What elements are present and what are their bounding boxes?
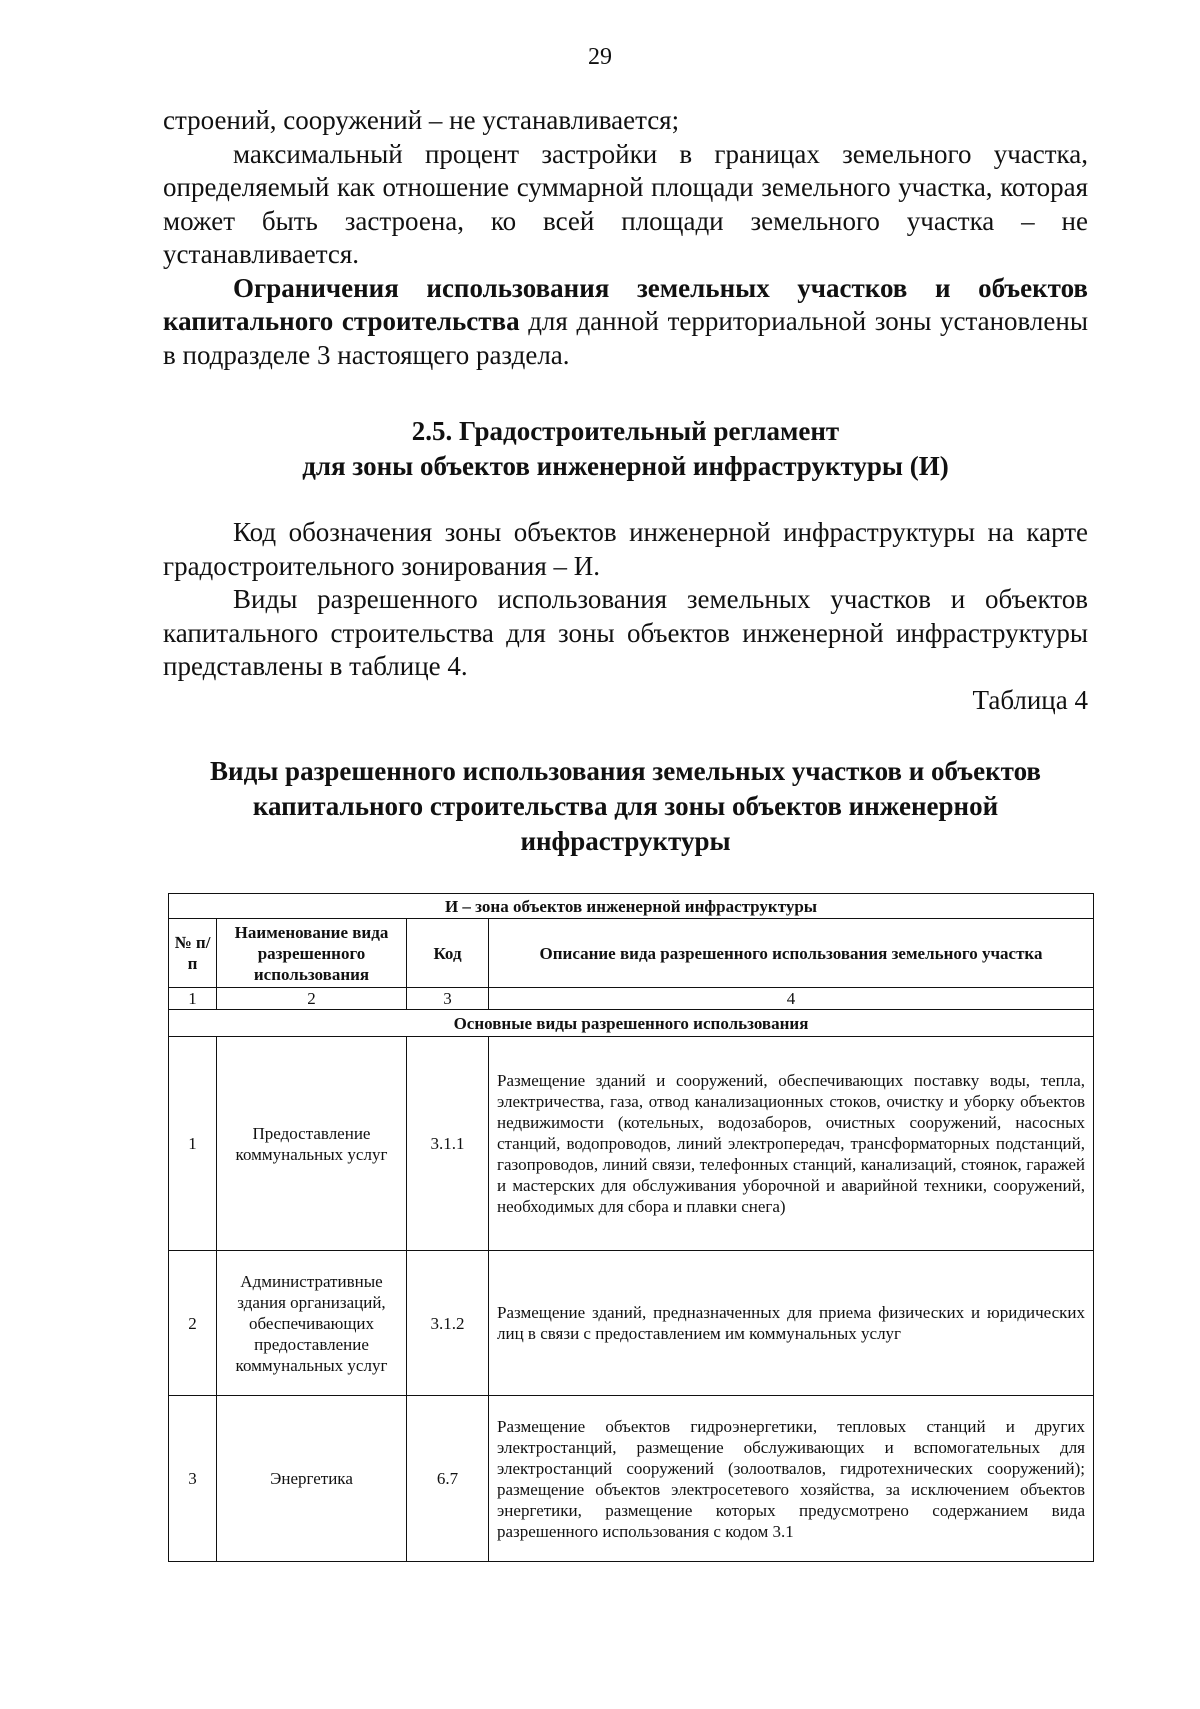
body-paragraph-1: строений, сооружений – не устанавливается; <box>163 105 680 135</box>
row-desc: Размещение зданий и сооружений, обеспечивающих поставку воды, тепла, электричества, газа, отвод канализационных стоков, очистку и уборку объектов недвижимости (котельных, водозаборов, очистных сооружений, насосных станций, водопроводов, линий электропередач, трансформаторных подстанций, газопроводов, линий связи, телефонных станций, канализаций, стоянок, гаражей и мастерских для обслуживания уборочной и аварийной техники, сооружений, необходимых для сбора и плавки снега) <box>489 1037 1094 1251</box>
land-use-table <box>168 893 1094 1562</box>
row-num: 3 <box>169 1396 217 1562</box>
column-header-row <box>169 919 1094 988</box>
row-desc: Размещение объектов гидроэнергетики, тепловых станций и других электростанций, размещение обслуживающих и вспомогательных для электростанций сооружений (золоотвалов, гидротехнических сооружений); размещение объектов электросетевого хозяйства, за исключением объектов энергетики, размещение которых предусмотрено содержанием вида разрешенного использования с кодом 3.1 <box>489 1396 1094 1562</box>
column-header-name: Наименование вида разрешенного использования <box>217 919 407 988</box>
column-index: 1 <box>169 988 217 1010</box>
row-code: 6.7 <box>407 1396 489 1562</box>
column-index: 3 <box>407 988 489 1010</box>
table-row <box>169 1037 1094 1251</box>
column-header-num: № п/п <box>169 919 217 988</box>
row-desc: Размещение зданий, предназначенных для приема физических и юридических лиц в связи с предоставлением им коммунальных услуг <box>489 1251 1094 1396</box>
row-code: 3.1.1 <box>407 1037 489 1251</box>
body-paragraph-3 <box>163 272 1088 373</box>
restrictions-rest-text: для данной территориальной зоны установлены в подразделе 3 настоящего раздела. <box>163 306 1088 370</box>
section-heading-line-1: 2.5. Градостроительный регламент <box>411 416 840 446</box>
page-number: 29 <box>588 44 612 70</box>
column-index: 4 <box>489 988 1094 1010</box>
row-num: 2 <box>169 1251 217 1396</box>
basic-uses-header-row <box>169 1010 1094 1037</box>
zone-header-row <box>169 894 1094 919</box>
column-header-desc: Описание вида разрешенного использования земельного участка <box>489 919 1094 988</box>
column-index: 2 <box>217 988 407 1010</box>
row-name: Энергетика <box>217 1396 407 1562</box>
row-name: Административные здания организаций, обеспечивающих предоставление коммунальных услуг <box>217 1251 407 1396</box>
column-index-row <box>169 988 1094 1010</box>
basic-uses-header: Основные виды разрешенного использования <box>169 1010 1094 1037</box>
restrictions-bold-text: Ограничения использования земельных участков и объектов капитального строительства <box>163 272 1088 336</box>
column-header-code: Код <box>407 919 489 988</box>
intro-paragraph-2: Виды разрешенного использования земельных участков и объектов капитального строительства для зоны объектов инженерной инфраструктуры представлены в таблице 4. <box>163 584 1088 681</box>
zone-header: И – зона объектов инженерной инфраструктуры <box>169 894 1094 919</box>
body-text <box>163 104 1088 372</box>
table-label: Таблица 4 <box>972 685 1088 715</box>
row-name: Предоставление коммунальных услуг <box>217 1037 407 1251</box>
row-code: 3.1.2 <box>407 1251 489 1396</box>
intro-text <box>163 516 1088 684</box>
intro-paragraph-1: Код обозначения зоны объектов инженерной инфраструктуры на карте градостроительного зонирования – И. <box>163 517 1088 581</box>
section-heading <box>163 414 1088 484</box>
table-row <box>169 1251 1094 1396</box>
row-num: 1 <box>169 1037 217 1251</box>
section-heading-line-2: для зоны объектов инженерной инфраструктуры (И) <box>302 451 949 481</box>
table-row <box>169 1396 1094 1562</box>
table-title: Виды разрешенного использования земельных участков и объектов капитального строительства для зоны объектов инженерной инфраструктуры <box>210 756 1041 856</box>
body-paragraph-2: максимальный процент застройки в границах земельного участка, определяемый как отношение суммарной площади земельного участка, которая может быть застроена, ко всей площади земельного участка – не устанавливается. <box>163 138 1088 269</box>
